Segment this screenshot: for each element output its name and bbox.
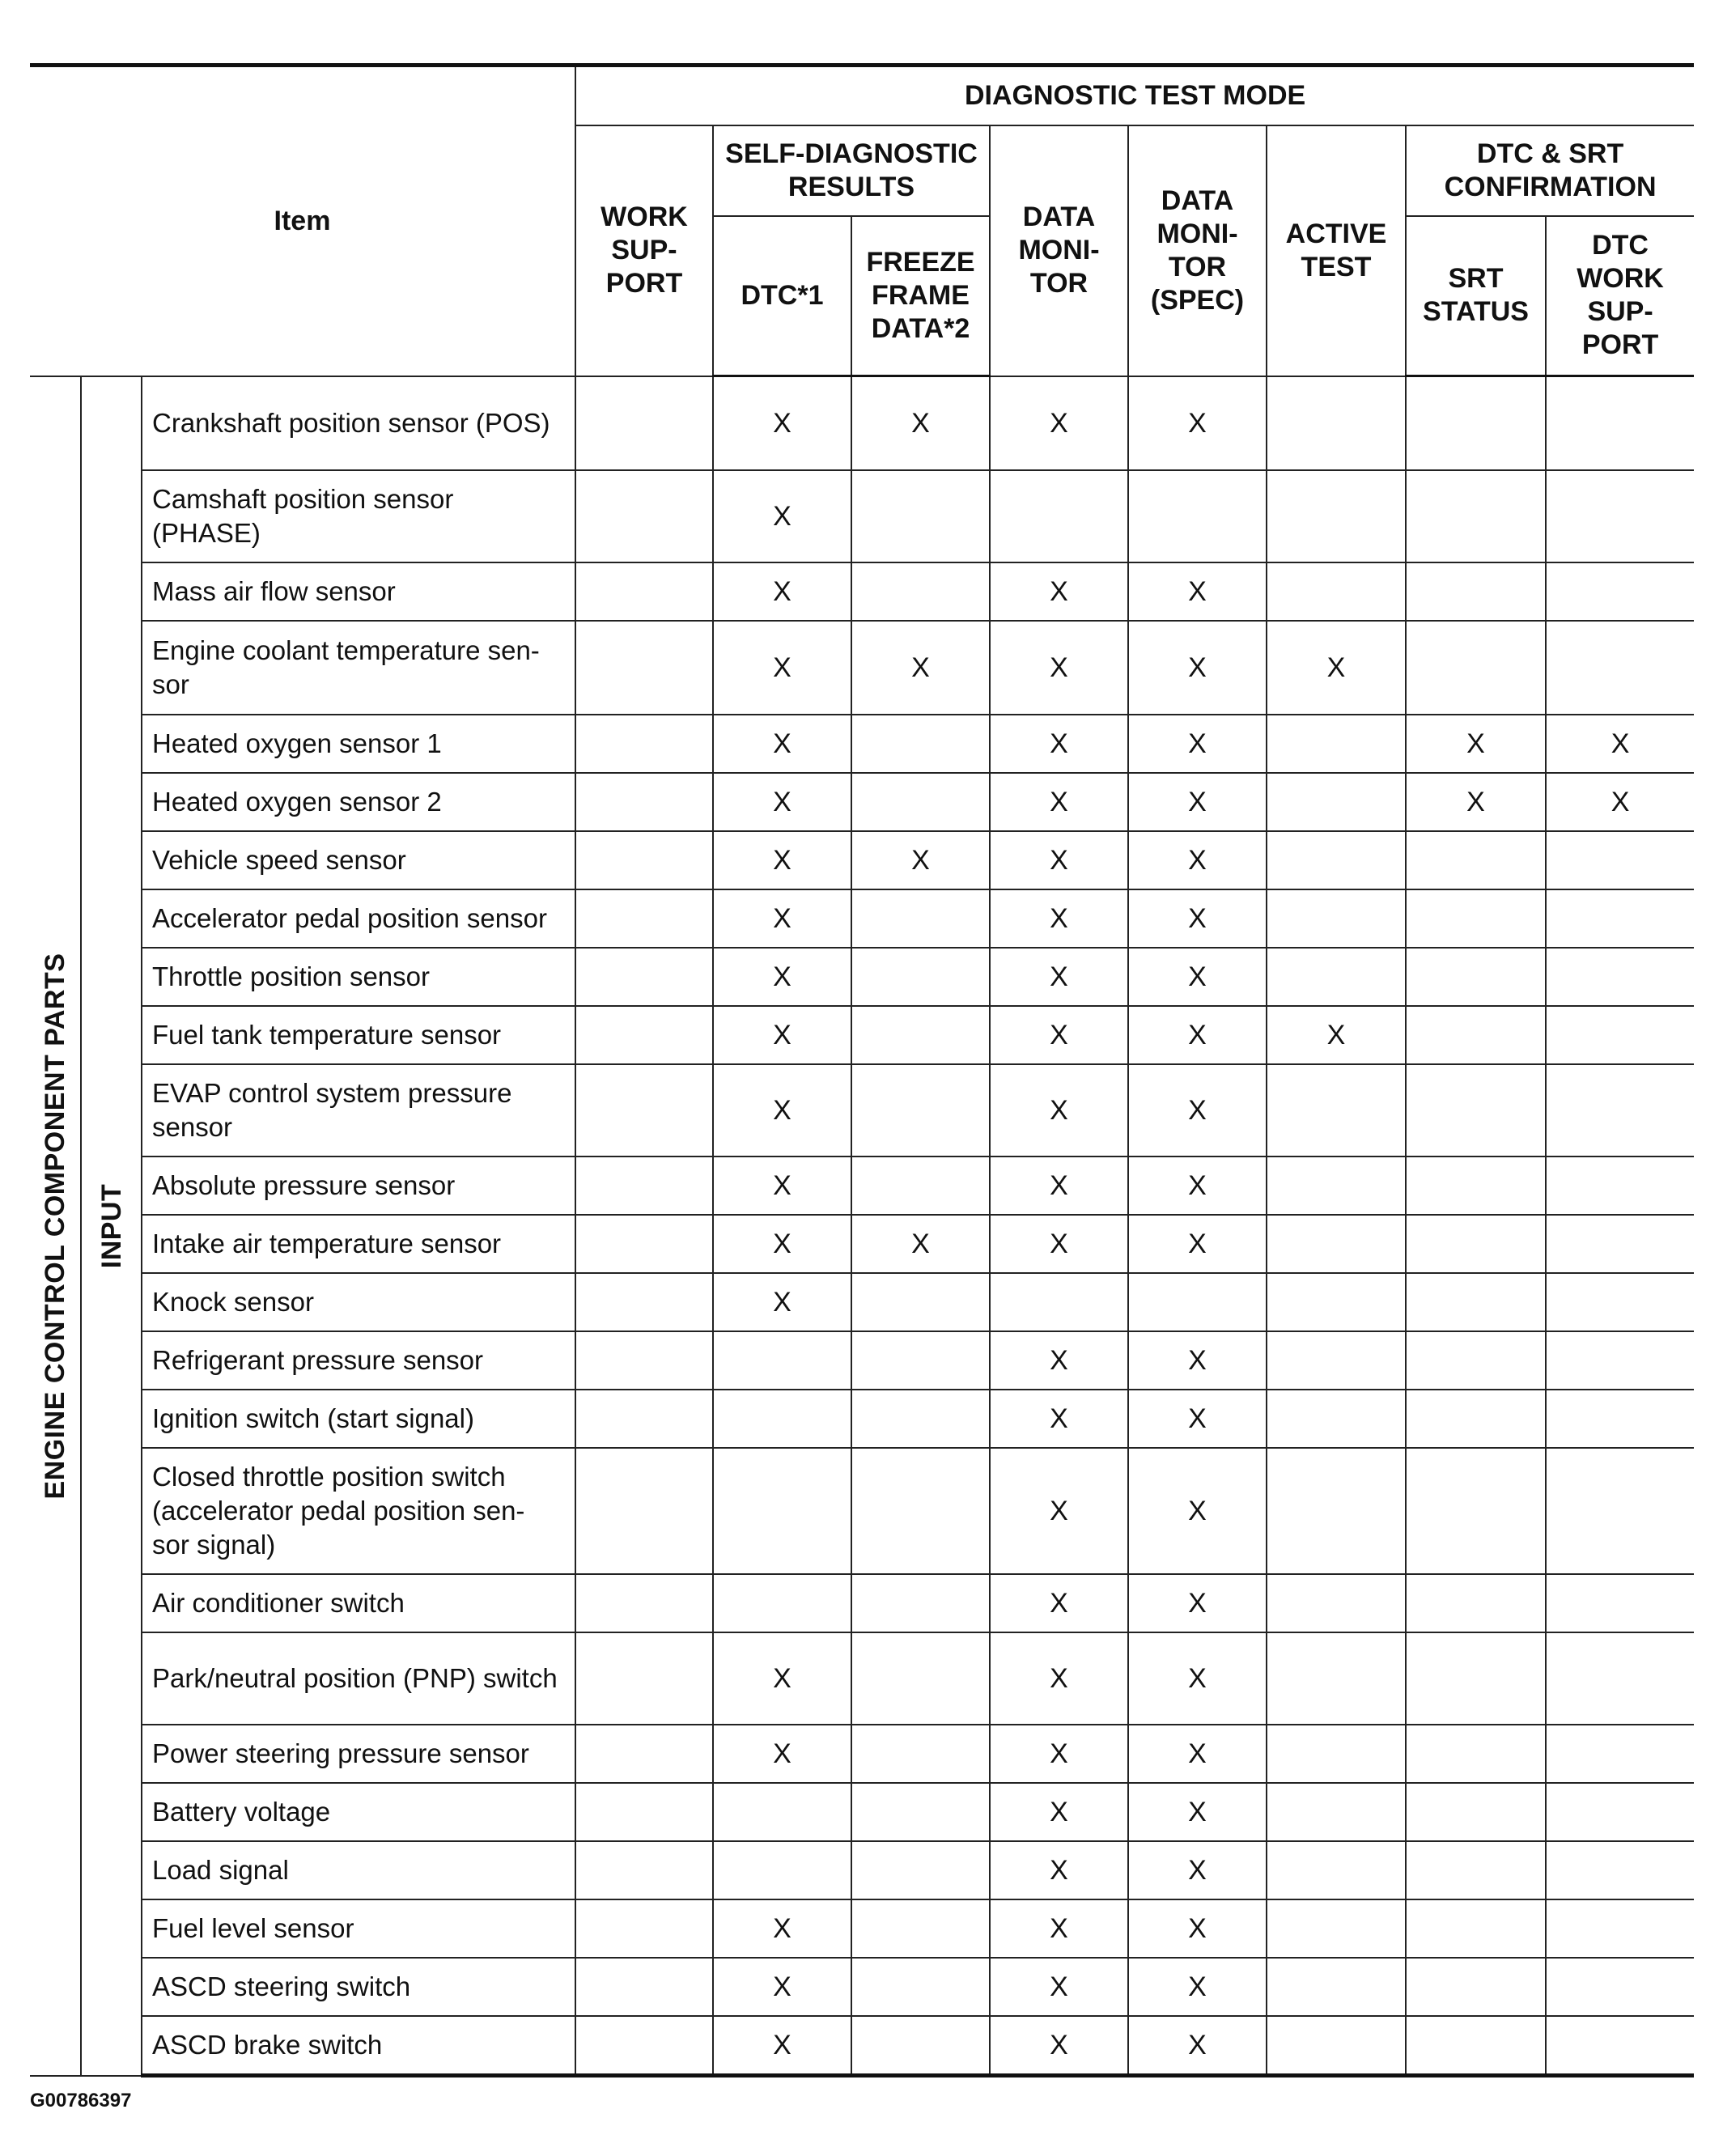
mark-cell-dtc-work-support (1546, 1958, 1694, 2016)
mark-cell-active-test (1267, 889, 1406, 948)
mark-cell-active-test (1267, 1273, 1406, 1331)
mark-cell-dtc: X (713, 1725, 851, 1783)
mark-cell-data-monitor: X (990, 715, 1128, 773)
mark-cell-srt-status (1406, 376, 1546, 470)
mark-cell-active-test (1267, 1331, 1406, 1390)
mark-cell-active-test (1267, 1157, 1406, 1215)
table-row (30, 621, 1694, 715)
mark-cell-work-support (575, 1574, 713, 1632)
mark-cell-dtc (713, 1841, 851, 1899)
mark-cell-freeze-frame (851, 948, 990, 1006)
item-name: Fuel level sensor (142, 1899, 575, 1958)
mark-cell-data-monitor-spec: X (1128, 1899, 1267, 1958)
mark-cell-dtc (713, 1390, 851, 1448)
mark-cell-dtc: X (713, 2016, 851, 2076)
mark-cell-freeze-frame (851, 1574, 990, 1632)
table-row (30, 1899, 1694, 1958)
mark-cell-active-test (1267, 2016, 1406, 2076)
mark-cell-data-monitor-spec: X (1128, 1215, 1267, 1273)
table-row (30, 1841, 1694, 1899)
mark-cell-data-monitor-spec: X (1128, 376, 1267, 470)
mark-cell-dtc-work-support (1546, 562, 1694, 621)
mark-cell-freeze-frame (851, 1006, 990, 1064)
mark-cell-data-monitor-spec: X (1128, 1331, 1267, 1390)
mark-cell-freeze-frame (851, 1783, 990, 1841)
mark-cell-freeze-frame: X (851, 376, 990, 470)
mark-cell-dtc: X (713, 621, 851, 715)
mark-cell-freeze-frame (851, 1725, 990, 1783)
table-row (30, 2016, 1694, 2076)
table-row (30, 376, 1694, 470)
mark-cell-work-support (575, 1157, 713, 1215)
mark-cell-dtc: X (713, 376, 851, 470)
mark-cell-freeze-frame (851, 715, 990, 773)
mark-cell-data-monitor: X (990, 1899, 1128, 1958)
mark-cell-work-support (575, 1958, 713, 2016)
mark-cell-dtc-work-support (1546, 2016, 1694, 2076)
subgroup-label: INPUT (95, 1183, 127, 1268)
mark-cell-dtc: X (713, 1899, 851, 1958)
mark-cell-freeze-frame (851, 1157, 990, 1215)
mark-cell-dtc-work-support (1546, 1215, 1694, 1273)
mark-cell-active-test (1267, 1574, 1406, 1632)
mark-cell-srt-status (1406, 1899, 1546, 1958)
mark-cell-freeze-frame: X (851, 621, 990, 715)
table-row (30, 1725, 1694, 1783)
mark-cell-data-monitor: X (990, 1006, 1128, 1064)
mark-cell-work-support (575, 1331, 713, 1390)
mark-cell-dtc-work-support (1546, 1841, 1694, 1899)
mark-cell-data-monitor-spec: X (1128, 1958, 1267, 2016)
item-name: Air conditioner switch (142, 1574, 575, 1632)
mark-cell-data-monitor (990, 1273, 1128, 1331)
mark-cell-work-support (575, 562, 713, 621)
item-name: Heated oxygen sensor 1 (142, 715, 575, 773)
item-name: Ignition switch (start signal) (142, 1390, 575, 1448)
mark-cell-data-monitor (990, 470, 1128, 562)
mark-cell-dtc-work-support (1546, 1899, 1694, 1958)
mark-cell-srt-status (1406, 1574, 1546, 1632)
table-row (30, 1448, 1694, 1574)
item-name: Park/neutral position (PNP) switch (142, 1632, 575, 1725)
mark-cell-active-test (1267, 1899, 1406, 1958)
item-name: Mass air flow sensor (142, 562, 575, 621)
mark-cell-dtc (713, 1448, 851, 1574)
mark-cell-dtc: X (713, 1632, 851, 1725)
mark-cell-srt-status (1406, 1331, 1546, 1390)
mark-cell-dtc-work-support (1546, 1448, 1694, 1574)
mark-cell-dtc-work-support (1546, 376, 1694, 470)
mark-cell-dtc: X (713, 831, 851, 889)
item-name: Camshaft position sensor (PHASE) (142, 470, 575, 562)
mark-cell-active-test (1267, 1958, 1406, 2016)
mark-cell-data-monitor: X (990, 1157, 1128, 1215)
mark-cell-active-test (1267, 1064, 1406, 1157)
mark-cell-data-monitor-spec: X (1128, 562, 1267, 621)
mark-cell-dtc-work-support (1546, 1725, 1694, 1783)
table-row (30, 1273, 1694, 1331)
mark-cell-data-monitor-spec: X (1128, 1006, 1267, 1064)
mark-cell-freeze-frame (851, 470, 990, 562)
mark-cell-work-support (575, 1448, 713, 1574)
header-active-test: ACTIVE TEST (1267, 125, 1406, 376)
mark-cell-srt-status (1406, 1006, 1546, 1064)
mark-cell-active-test (1267, 470, 1406, 562)
mark-cell-dtc-work-support (1546, 1157, 1694, 1215)
header-dtc1: DTC*1 (713, 216, 851, 376)
mark-cell-active-test (1267, 1215, 1406, 1273)
header-item: Item (30, 66, 575, 376)
mark-cell-work-support (575, 1006, 713, 1064)
mark-cell-srt-status (1406, 621, 1546, 715)
mark-cell-dtc (713, 1783, 851, 1841)
mark-cell-data-monitor-spec: X (1128, 1725, 1267, 1783)
mark-cell-work-support (575, 948, 713, 1006)
table-row (30, 562, 1694, 621)
mark-cell-dtc-work-support (1546, 948, 1694, 1006)
mark-cell-dtc-work-support (1546, 1632, 1694, 1725)
table-row (30, 715, 1694, 773)
mark-cell-data-monitor: X (990, 1574, 1128, 1632)
mark-cell-data-monitor: X (990, 1331, 1128, 1390)
mark-cell-srt-status (1406, 1448, 1546, 1574)
mark-cell-data-monitor: X (990, 1215, 1128, 1273)
mark-cell-active-test (1267, 948, 1406, 1006)
group-label-cell (30, 376, 81, 2076)
table-row (30, 1331, 1694, 1390)
mark-cell-freeze-frame (851, 1899, 990, 1958)
item-name: Load signal (142, 1841, 575, 1899)
mark-cell-data-monitor-spec: X (1128, 831, 1267, 889)
header-work-support-label: WORK SUP- PORT (601, 202, 688, 299)
mark-cell-srt-status (1406, 470, 1546, 562)
mark-cell-data-monitor-spec: X (1128, 1574, 1267, 1632)
mark-cell-dtc: X (713, 1958, 851, 2016)
mark-cell-freeze-frame (851, 889, 990, 948)
figure-code: G00786397 (30, 2090, 132, 2111)
mark-cell-freeze-frame (851, 1841, 990, 1899)
mark-cell-dtc: X (713, 889, 851, 948)
item-name: Fuel tank temperature sensor (142, 1006, 575, 1064)
table-row (30, 773, 1694, 831)
mark-cell-active-test: X (1267, 1006, 1406, 1064)
mark-cell-dtc (713, 1574, 851, 1632)
mark-cell-active-test (1267, 831, 1406, 889)
mark-cell-data-monitor: X (990, 1632, 1128, 1725)
mark-cell-data-monitor-spec (1128, 1273, 1267, 1331)
header-freeze-frame-data: FREEZE FRAME DATA*2 (851, 216, 990, 376)
mark-cell-srt-status (1406, 831, 1546, 889)
mark-cell-active-test (1267, 1841, 1406, 1899)
table-row (30, 1390, 1694, 1448)
mark-cell-srt-status: X (1406, 715, 1546, 773)
mark-cell-freeze-frame (851, 2016, 990, 2076)
mark-cell-data-monitor-spec: X (1128, 1632, 1267, 1725)
table-row (30, 1157, 1694, 1215)
mark-cell-data-monitor: X (990, 889, 1128, 948)
mark-cell-work-support (575, 1215, 713, 1273)
item-name: Intake air temperature sensor (142, 1215, 575, 1273)
item-name: Crankshaft position sensor (POS) (142, 376, 575, 470)
mark-cell-work-support (575, 1273, 713, 1331)
table-row (30, 831, 1694, 889)
mark-cell-dtc-work-support (1546, 1006, 1694, 1064)
mark-cell-freeze-frame (851, 1632, 990, 1725)
item-name: Heated oxygen sensor 2 (142, 773, 575, 831)
mark-cell-srt-status (1406, 1390, 1546, 1448)
header-dtc-work-support: DTC WORK SUP- PORT (1546, 216, 1694, 376)
mark-cell-dtc-work-support (1546, 889, 1694, 948)
item-name: ASCD steering switch (142, 1958, 575, 2016)
mark-cell-work-support (575, 715, 713, 773)
mark-cell-work-support (575, 2016, 713, 2076)
diagnostic-test-mode-table (30, 63, 1694, 2077)
header-data-monitor: DATA MONI- TOR (990, 125, 1128, 376)
mark-cell-active-test (1267, 376, 1406, 470)
mark-cell-srt-status (1406, 889, 1546, 948)
mark-cell-srt-status (1406, 1632, 1546, 1725)
mark-cell-srt-status: X (1406, 773, 1546, 831)
mark-cell-dtc: X (713, 562, 851, 621)
header-self-diagnostic-results: SELF-DIAGNOSTIC RESULTS (713, 125, 990, 216)
mark-cell-data-monitor: X (990, 1841, 1128, 1899)
item-name: ASCD brake switch (142, 2016, 575, 2076)
mark-cell-data-monitor: X (990, 376, 1128, 470)
mark-cell-data-monitor: X (990, 562, 1128, 621)
mark-cell-srt-status (1406, 1273, 1546, 1331)
mark-cell-dtc: X (713, 1215, 851, 1273)
mark-cell-active-test (1267, 1632, 1406, 1725)
table-body (30, 376, 1694, 2076)
mark-cell-freeze-frame: X (851, 1215, 990, 1273)
mark-cell-dtc: X (713, 948, 851, 1006)
item-name: Closed throttle position switch (accelerator pedal position sen- sor signal) (142, 1448, 575, 1574)
mark-cell-dtc-work-support (1546, 1064, 1694, 1157)
item-name: Knock sensor (142, 1273, 575, 1331)
mark-cell-data-monitor-spec: X (1128, 773, 1267, 831)
mark-cell-srt-status (1406, 1064, 1546, 1157)
item-name: Battery voltage (142, 1783, 575, 1841)
mark-cell-work-support (575, 621, 713, 715)
mark-cell-work-support (575, 1632, 713, 1725)
mark-cell-dtc: X (713, 773, 851, 831)
table-row (30, 1574, 1694, 1632)
table-row (30, 1064, 1694, 1157)
mark-cell-work-support (575, 889, 713, 948)
mark-cell-dtc (713, 1331, 851, 1390)
table-row (30, 1958, 1694, 2016)
table-row (30, 1783, 1694, 1841)
mark-cell-data-monitor-spec: X (1128, 715, 1267, 773)
mark-cell-dtc-work-support (1546, 1783, 1694, 1841)
item-name: Accelerator pedal position sensor (142, 889, 575, 948)
mark-cell-srt-status (1406, 562, 1546, 621)
mark-cell-data-monitor-spec: X (1128, 1448, 1267, 1574)
mark-cell-srt-status (1406, 948, 1546, 1006)
mark-cell-data-monitor-spec: X (1128, 1841, 1267, 1899)
mark-cell-dtc-work-support (1546, 1390, 1694, 1448)
mark-cell-data-monitor: X (990, 773, 1128, 831)
mark-cell-active-test: X (1267, 621, 1406, 715)
mark-cell-freeze-frame (851, 773, 990, 831)
mark-cell-work-support (575, 1390, 713, 1448)
mark-cell-work-support (575, 773, 713, 831)
mark-cell-work-support (575, 1064, 713, 1157)
mark-cell-data-monitor: X (990, 1448, 1128, 1574)
mark-cell-freeze-frame (851, 1448, 990, 1574)
mark-cell-dtc-work-support: X (1546, 715, 1694, 773)
mark-cell-srt-status (1406, 2016, 1546, 2076)
mark-cell-data-monitor: X (990, 1725, 1128, 1783)
mark-cell-dtc: X (713, 1157, 851, 1215)
mark-cell-active-test (1267, 715, 1406, 773)
mark-cell-data-monitor: X (990, 1390, 1128, 1448)
mark-cell-data-monitor-spec: X (1128, 621, 1267, 715)
table-row (30, 889, 1694, 948)
mark-cell-active-test (1267, 1783, 1406, 1841)
mark-cell-freeze-frame (851, 1331, 990, 1390)
mark-cell-data-monitor-spec: X (1128, 948, 1267, 1006)
header-diagnostic-test-mode: DIAGNOSTIC TEST MODE (575, 66, 1694, 125)
group-label: ENGINE CONTROL COMPONENT PARTS (40, 953, 70, 1499)
mark-cell-dtc-work-support (1546, 1273, 1694, 1331)
item-name: Throttle position sensor (142, 948, 575, 1006)
diagnostic-table-sheet (30, 63, 1694, 2077)
mark-cell-srt-status (1406, 1157, 1546, 1215)
mark-cell-freeze-frame (851, 562, 990, 621)
mark-cell-srt-status (1406, 1783, 1546, 1841)
header-work-support (575, 125, 713, 376)
mark-cell-data-monitor: X (990, 1783, 1128, 1841)
header-srt-status: SRT STATUS (1406, 216, 1546, 376)
mark-cell-dtc-work-support (1546, 1331, 1694, 1390)
mark-cell-data-monitor-spec: X (1128, 1783, 1267, 1841)
mark-cell-freeze-frame: X (851, 831, 990, 889)
mark-cell-data-monitor-spec: X (1128, 1064, 1267, 1157)
mark-cell-dtc-work-support: X (1546, 773, 1694, 831)
mark-cell-data-monitor-spec: X (1128, 1157, 1267, 1215)
mark-cell-freeze-frame (851, 1273, 990, 1331)
header-data-monitor-spec: DATA MONI- TOR (SPEC) (1128, 125, 1267, 376)
mark-cell-freeze-frame (851, 1064, 990, 1157)
mark-cell-active-test (1267, 562, 1406, 621)
mark-cell-freeze-frame (851, 1390, 990, 1448)
mark-cell-srt-status (1406, 1841, 1546, 1899)
mark-cell-work-support (575, 1841, 713, 1899)
mark-cell-work-support (575, 470, 713, 562)
mark-cell-data-monitor-spec (1128, 470, 1267, 562)
mark-cell-srt-status (1406, 1958, 1546, 2016)
mark-cell-work-support (575, 376, 713, 470)
mark-cell-freeze-frame (851, 1958, 990, 2016)
mark-cell-active-test (1267, 1725, 1406, 1783)
mark-cell-active-test (1267, 1390, 1406, 1448)
mark-cell-dtc: X (713, 1006, 851, 1064)
item-name: Vehicle speed sensor (142, 831, 575, 889)
item-name: EVAP control system pressure sensor (142, 1064, 575, 1157)
header-dtc-srt-confirmation: DTC & SRT CONFIRMATION (1406, 125, 1694, 216)
table-row (30, 1006, 1694, 1064)
mark-cell-srt-status (1406, 1215, 1546, 1273)
mark-cell-work-support (575, 1899, 713, 1958)
mark-cell-srt-status (1406, 1725, 1546, 1783)
mark-cell-data-monitor-spec: X (1128, 2016, 1267, 2076)
table-row (30, 470, 1694, 562)
mark-cell-work-support (575, 1783, 713, 1841)
table-row (30, 1632, 1694, 1725)
item-name: Refrigerant pressure sensor (142, 1331, 575, 1390)
mark-cell-dtc-work-support (1546, 831, 1694, 889)
mark-cell-work-support (575, 1725, 713, 1783)
mark-cell-data-monitor: X (990, 948, 1128, 1006)
mark-cell-dtc: X (713, 715, 851, 773)
mark-cell-dtc: X (713, 470, 851, 562)
mark-cell-dtc-work-support (1546, 621, 1694, 715)
table-row (30, 1215, 1694, 1273)
mark-cell-dtc-work-support (1546, 1574, 1694, 1632)
mark-cell-dtc-work-support (1546, 470, 1694, 562)
mark-cell-data-monitor: X (990, 2016, 1128, 2076)
mark-cell-active-test (1267, 773, 1406, 831)
mark-cell-dtc: X (713, 1273, 851, 1331)
item-name: Power steering pressure sensor (142, 1725, 575, 1783)
item-name: Engine coolant temperature sen- sor (142, 621, 575, 715)
mark-cell-dtc: X (713, 1064, 851, 1157)
mark-cell-data-monitor: X (990, 1958, 1128, 2016)
mark-cell-work-support (575, 831, 713, 889)
table-row (30, 948, 1694, 1006)
mark-cell-data-monitor: X (990, 831, 1128, 889)
mark-cell-data-monitor: X (990, 1064, 1128, 1157)
mark-cell-active-test (1267, 1448, 1406, 1574)
mark-cell-data-monitor-spec: X (1128, 889, 1267, 948)
mark-cell-data-monitor-spec: X (1128, 1390, 1267, 1448)
mark-cell-data-monitor: X (990, 621, 1128, 715)
subgroup-label-cell (81, 376, 142, 2076)
item-name: Absolute pressure sensor (142, 1157, 575, 1215)
